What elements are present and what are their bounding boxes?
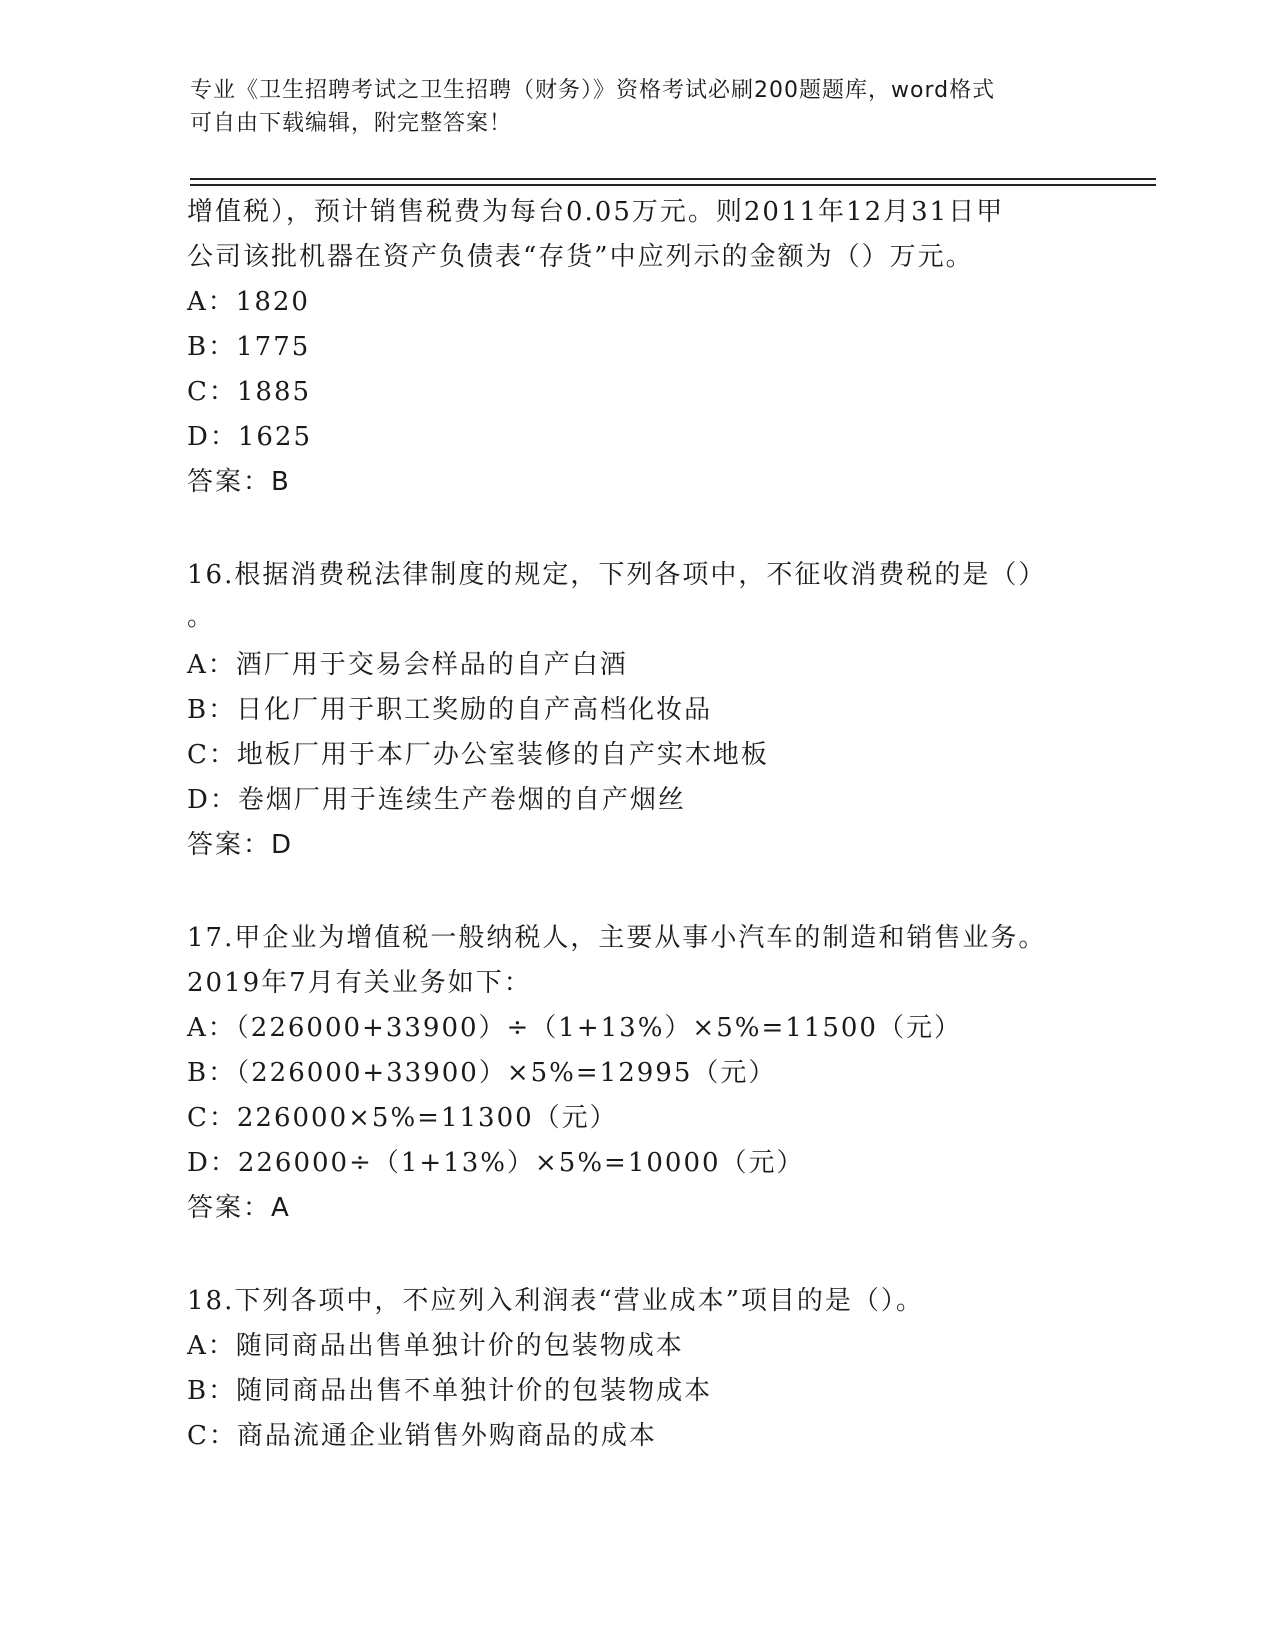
- option-c: C：地板厂用于本厂办公室装修的自产实木地板: [187, 740, 769, 770]
- question-17: [187, 916, 1087, 1231]
- header-divider-bottom: [190, 184, 1156, 186]
- header-line-2: 可自由下载编辑，附完整答案！: [190, 111, 513, 136]
- option-d: D：1625: [187, 422, 313, 452]
- question-stem-line: 18.下列各项中，不应列入利润表“营业成本”项目的是（）。: [187, 1286, 924, 1316]
- option-d: D：226000÷（1+13%）×5%=10000（元）: [187, 1148, 805, 1178]
- option-c: C：商品流通企业销售外购商品的成本: [187, 1421, 657, 1451]
- option-b: B：（226000+33900）×5%=12995（元）: [187, 1058, 777, 1088]
- question-18: [187, 1279, 1087, 1459]
- option-b: B：随同商品出售不单独计价的包装物成本: [187, 1376, 713, 1406]
- question-stem-line: 17.甲企业为增值税一般纳税人，主要从事小汽车的制造和销售业务。: [187, 923, 1047, 953]
- option-c: C：1885: [187, 377, 312, 407]
- document-body: [187, 190, 1087, 1459]
- option-a: A：随同商品出售单独计价的包装物成本: [187, 1331, 684, 1361]
- header-divider-top: [190, 178, 1156, 180]
- option-b: B：日化厂用于职工奖励的自产高档化妆品: [187, 695, 713, 725]
- answer-label: 答案：B: [187, 467, 291, 497]
- option-a: A：1820: [187, 287, 310, 317]
- question-stem-line: 16.根据消费税法律制度的规定，下列各项中，不征收消费税的是（）: [187, 560, 1047, 590]
- question-stem-line: 公司该批机器在资产负债表“存货”中应列示的金额为（）万元。: [187, 242, 974, 272]
- option-b: B：1775: [187, 332, 311, 362]
- question-stem-line: 。: [187, 602, 216, 632]
- document-header: [190, 74, 1070, 140]
- answer-label: 答案：D: [187, 830, 294, 860]
- option-a: A：（226000+33900）÷（1+13%）×5%=11500（元）: [187, 1013, 962, 1043]
- question-15: [187, 190, 1087, 505]
- question-stem-line: 增值税），预计销售税费为每台0.05万元。则2011年12月31日甲: [187, 197, 1005, 227]
- question-16: [187, 553, 1087, 868]
- header-line-1: 专业《卫生招聘考试之卫生招聘（财务）》资格考试必刷200题题库，word格式: [190, 78, 996, 103]
- option-a: A：酒厂用于交易会样品的自产白酒: [187, 650, 628, 680]
- option-d: D：卷烟厂用于连续生产卷烟的自产烟丝: [187, 785, 686, 815]
- answer-label: 答案：A: [187, 1193, 291, 1223]
- option-c: C：226000×5%=11300（元）: [187, 1103, 618, 1133]
- question-stem-line: 2019年7月有关业务如下：: [187, 968, 532, 998]
